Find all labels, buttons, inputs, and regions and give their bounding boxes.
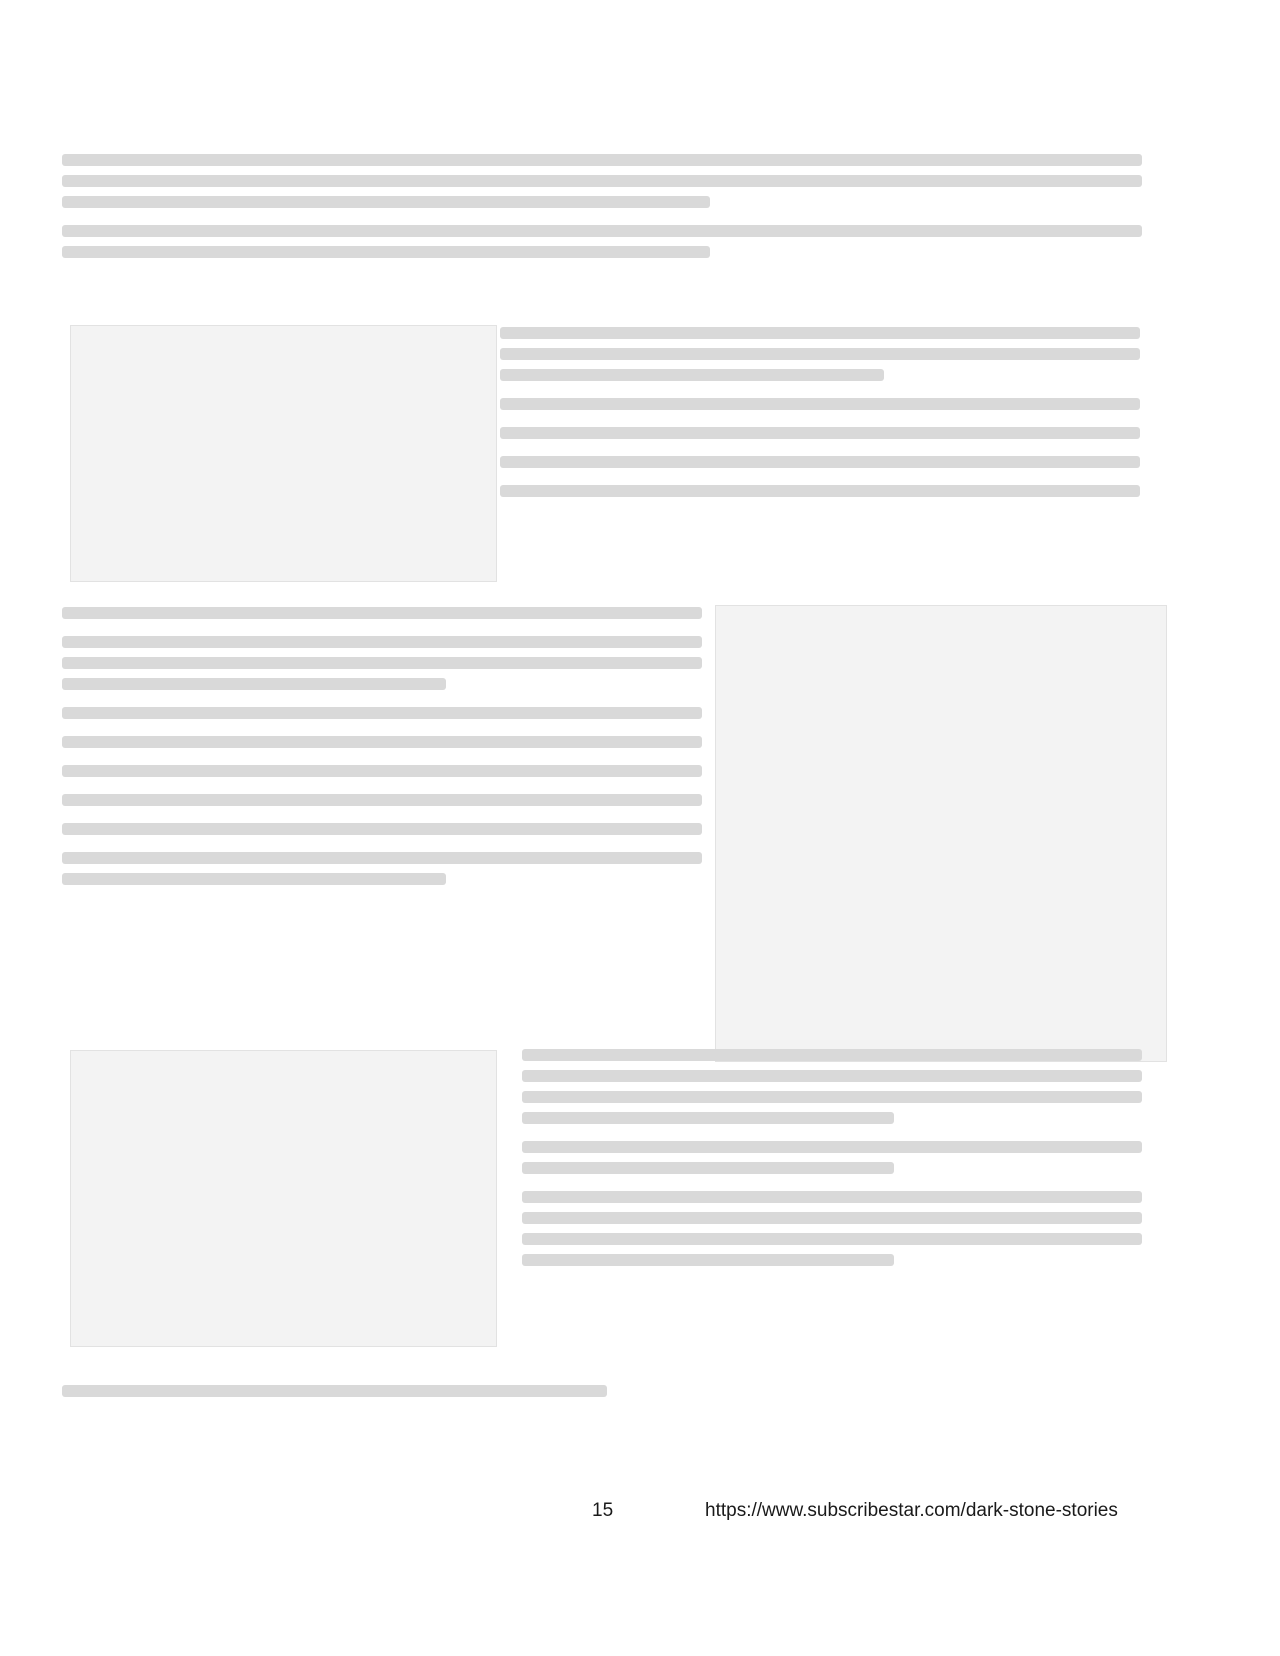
text-line-placeholder xyxy=(522,1141,1142,1153)
text-line-placeholder xyxy=(62,196,710,208)
paragraph-placeholder xyxy=(62,1385,607,1397)
text-line-placeholder xyxy=(500,456,1140,468)
paragraph-placeholder xyxy=(500,485,1140,497)
text-line-placeholder xyxy=(62,765,702,777)
paragraph-placeholder xyxy=(62,707,702,719)
paragraph-placeholder xyxy=(522,1191,1142,1266)
paragraph-placeholder xyxy=(62,636,702,690)
paragraph-placeholder xyxy=(500,456,1140,468)
text-line-placeholder xyxy=(62,607,702,619)
footer-url[interactable]: https://www.subscribestar.com/dark-stone-stories xyxy=(705,1500,1118,1521)
text-line-placeholder xyxy=(522,1049,1142,1061)
paragraph-placeholder xyxy=(500,427,1140,439)
text-line-placeholder xyxy=(500,485,1140,497)
text-line-placeholder xyxy=(62,794,702,806)
text-line-placeholder xyxy=(62,154,1142,166)
paragraph-placeholder xyxy=(522,1049,1142,1124)
text-line-placeholder xyxy=(522,1254,894,1266)
paragraph-placeholder xyxy=(62,765,702,777)
paragraph-placeholder xyxy=(62,794,702,806)
text-line-placeholder xyxy=(500,369,884,381)
paragraph-placeholder xyxy=(62,736,702,748)
text-line-placeholder xyxy=(522,1070,1142,1082)
text-line-placeholder xyxy=(522,1191,1142,1203)
text-line-placeholder xyxy=(500,348,1140,360)
right-column-2 xyxy=(522,1040,1142,1283)
text-line-placeholder xyxy=(62,225,1142,237)
paragraph-placeholder xyxy=(522,1141,1142,1174)
text-line-placeholder xyxy=(500,327,1140,339)
text-line-placeholder xyxy=(62,852,702,864)
text-line-placeholder xyxy=(62,1385,607,1397)
text-line-placeholder xyxy=(500,398,1140,410)
right-column-1 xyxy=(500,318,1140,514)
paragraph-placeholder xyxy=(62,823,702,835)
paragraph-placeholder xyxy=(500,398,1140,410)
left-column-text xyxy=(62,598,702,902)
text-line-placeholder xyxy=(62,736,702,748)
text-line-placeholder xyxy=(62,246,710,258)
text-line-placeholder xyxy=(522,1162,894,1174)
paragraph-placeholder xyxy=(62,154,1142,208)
text-line-placeholder xyxy=(62,678,446,690)
page-number: 15 xyxy=(592,1500,614,1521)
text-line-placeholder xyxy=(522,1112,894,1124)
text-line-placeholder xyxy=(522,1233,1142,1245)
text-line-placeholder xyxy=(500,427,1140,439)
intro-text xyxy=(62,145,1142,275)
text-line-placeholder xyxy=(522,1091,1142,1103)
text-line-placeholder xyxy=(62,636,702,648)
text-line-placeholder xyxy=(522,1212,1142,1224)
text-line-placeholder xyxy=(62,707,702,719)
paragraph-placeholder xyxy=(62,852,702,885)
closing-text xyxy=(62,1376,607,1414)
text-line-placeholder xyxy=(62,657,702,669)
text-line-placeholder xyxy=(62,175,1142,187)
illustration-2 xyxy=(715,605,1167,1062)
text-line-placeholder xyxy=(62,873,446,885)
text-line-placeholder xyxy=(62,823,702,835)
paragraph-placeholder xyxy=(62,225,1142,258)
illustration-3 xyxy=(70,1050,497,1347)
paragraph-placeholder xyxy=(62,607,702,619)
paragraph-placeholder xyxy=(500,327,1140,381)
illustration-1 xyxy=(70,325,497,582)
